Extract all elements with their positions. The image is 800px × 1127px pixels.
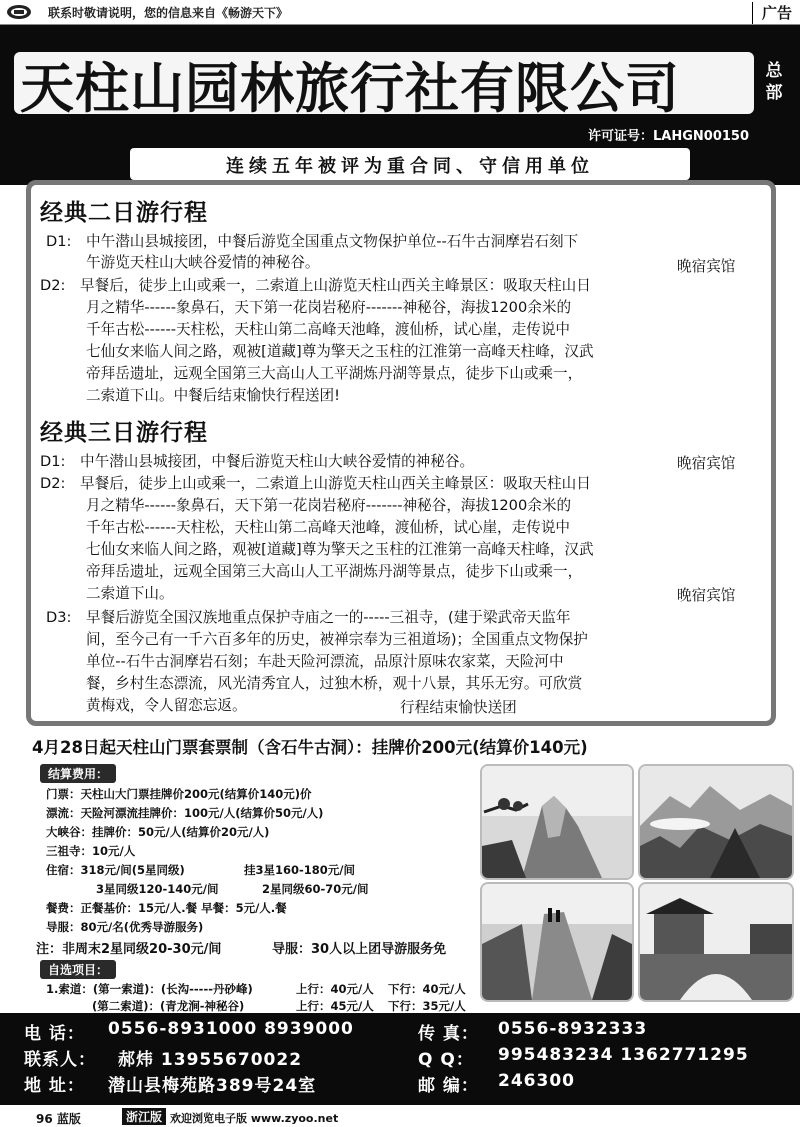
itinerary-line: 月之精华------象鼻石，天下第一花岗岩秘府-------神秘谷，海拔1200余米的 (86, 497, 572, 514)
fax-number: 0556-8932333 (498, 1019, 648, 1039)
license-number: 许可证号：LAHGN00150 (588, 129, 750, 144)
itinerary-line: 七仙女来临人间之路，观被[道藏]尊为擎天之玉柱的江淮第一高峰天柱峰，汉武 (86, 541, 594, 558)
qq-label: Q Q： (418, 1050, 474, 1070)
page-number: 96 蓝版 (36, 1112, 81, 1126)
edition-tag: 浙江版 (122, 1108, 166, 1125)
day-label: D2: (40, 277, 66, 294)
fee-line: 挂3星160-180元/间 (244, 863, 355, 877)
zip-label: 邮 编： (418, 1076, 479, 1096)
itinerary-line: 早餐后游览全国汉族地重点保护寺庙之一的-----三祖寺，(建于梁武帝天监年 (86, 609, 571, 626)
fee-line: 漂流：天险河漂流挂牌价：100元/人(结算价50元/人) (46, 806, 324, 820)
contact-person-label: 联系人： (24, 1050, 96, 1070)
stay-note: 晚宿宾馆 (677, 455, 736, 472)
itinerary-line: 千年古松------天柱松，天柱山第二高峰天池峰，渡仙桥，试心崖，走传说中 (86, 519, 571, 536)
weekday-note: 注：非周末2星同级20-30元/间 (36, 942, 222, 957)
itinerary-line: 餐，乡村生态漂流，风光清秀宜人，过独木桥，观十八景，其乐无穷。可欣赏 (86, 675, 583, 692)
itinerary-line: 黄梅戏，令人留恋忘返。 (86, 697, 247, 714)
address-label: 地 址： (24, 1076, 85, 1096)
two-day-title: 经典二日游行程 (40, 200, 208, 226)
ticket-price-banner: 4月28日起天柱山门票套票制（含石牛古洞）：挂牌价200元(结算价140元) (32, 738, 588, 757)
company-name: 天柱山园林旅行社有限公司 (20, 57, 680, 120)
qq-number: 995483234 1362771295 (498, 1045, 749, 1065)
day-label: D1: (40, 453, 66, 470)
tour-end-note: 行程结束愉快送团 (400, 699, 517, 716)
slogan: 连续五年被评为重合同、守信用单位 (226, 156, 594, 177)
itinerary-line: 七仙女来临人间之路，观被[道藏]尊为擎天之玉柱的江淮第一高峰天柱峰，汉武 (86, 343, 594, 360)
cable-car-down: 下行：35元/人 (388, 999, 466, 1013)
address: 潜山县梅苑路389号24室 (108, 1076, 317, 1096)
day-label: D3: (46, 609, 72, 626)
phone-label: 电 话： (24, 1024, 85, 1044)
fee-line: 门票：天柱山大门票挂牌价200元(结算价140元)价 (46, 787, 312, 801)
photo-temple-bridge (638, 882, 794, 1002)
itinerary-line: 二索道下山。中餐后结束愉快行程送团! (86, 387, 340, 404)
fax-label: 传 真： (418, 1024, 479, 1044)
cable-car-up: 上行：40元/人 (296, 982, 374, 996)
cable-car-down: 下行：40元/人 (388, 982, 466, 996)
itinerary-line: 单位--石牛古洞摩岩石刻；车赴天险河漂流，品原汁原味农家菜，天险河中 (86, 653, 564, 670)
stay-note: 晚宿宾馆 (677, 587, 736, 604)
cable-car-up: 上行：45元/人 (296, 999, 374, 1013)
website-link[interactable]: 欢迎浏览电子版 www.zyoo.net (170, 1112, 339, 1125)
fee-line: 3星同级120-140元/间 (96, 882, 219, 896)
photo-pine-peak (480, 764, 634, 880)
zip-code: 246300 (498, 1071, 575, 1091)
itinerary-line: 帝拜岳遗址，远观全国第三大高山人工平湖炼丹湖等景点，徒步下山或乘一， (86, 365, 583, 382)
hq-label: 总部 (765, 61, 783, 103)
three-day-title: 经典三日游行程 (40, 420, 208, 446)
guide-note: 导服：30人以上团导游服务免 (272, 942, 447, 957)
cable-car-line: (第二索道)：(青龙涧-神秘谷) (92, 999, 245, 1013)
itinerary-line: 午游览天柱山大峡谷爱情的神秘谷。 (86, 254, 320, 271)
stay-note: 晚宿宾馆 (677, 258, 736, 275)
bottom-bar (0, 1105, 800, 1127)
fee-line: 大峡谷：挂牌价：50元/人(结算价20元/人) (46, 825, 270, 839)
phone-number: 0556-8931000 8939000 (108, 1019, 354, 1039)
contact-person: 郝炜 13955670022 (118, 1050, 303, 1070)
itinerary-line: 中午潜山县城接团，中餐后游览全国重点文物保护单位--石牛古洞摩岩石刻下 (86, 233, 579, 250)
fee-line: 导服：80元/名(优秀导游服务) (46, 920, 204, 934)
itinerary-line: 早餐后，徒步上山或乘一，二索道上山游览天柱山西关主峰景区：吸取天柱山日 (80, 277, 591, 294)
itinerary-line: 月之精华------象鼻石，天下第一花岗岩秘府-------神秘谷，海拔1200余米的 (86, 299, 572, 316)
itinerary-line: 二索道下山。 (86, 585, 174, 602)
day-label: D1: (46, 233, 72, 250)
fees-tag: 结算费用： (40, 764, 116, 783)
itinerary-line: 早餐后，徒步上山或乘一，二索道上山游览天柱山西关主峰景区：吸取天柱山日 (80, 475, 591, 492)
fee-line: 住宿：318元/间(5星同级) (46, 863, 185, 877)
itinerary-line: 间，至今己有一千六百多年的历史，被禅宗奉为三祖道场)；全国重点文物保护 (86, 631, 588, 648)
itinerary-line: 中午潜山县城接团，中餐后游览天柱山大峡谷爱情的神秘谷。 (80, 453, 475, 470)
day-label: D2: (40, 475, 66, 492)
photo-mountain-clouds (638, 764, 794, 880)
fee-line: 餐费：正餐基价：15元/人.餐 早餐：5元/人.餐 (46, 901, 287, 915)
optional-tag: 自选项目： (40, 960, 116, 979)
ad-tag: 广告 (752, 2, 800, 24)
fee-line: 三祖寺：10元/人 (46, 844, 136, 858)
fee-line: 2星同级60-70元/间 (262, 882, 369, 896)
source-note: 联系时敬请说明，您的信息来自《畅游天下》 (48, 6, 289, 20)
photo-stone-stairs (480, 882, 634, 1002)
magazine-logo-icon (6, 3, 32, 20)
cable-car-line: 1.索道：(第一索道)：(长沟-----丹砂峰) (46, 982, 253, 996)
itinerary-line: 帝拜岳遗址，远观全国第三大高山人工平湖炼丹湖等景点，徒步下山或乘一， (86, 563, 583, 580)
itinerary-line: 千年古松------天柱松，天柱山第二高峰天池峰，渡仙桥，试心崖，走传说中 (86, 321, 571, 338)
